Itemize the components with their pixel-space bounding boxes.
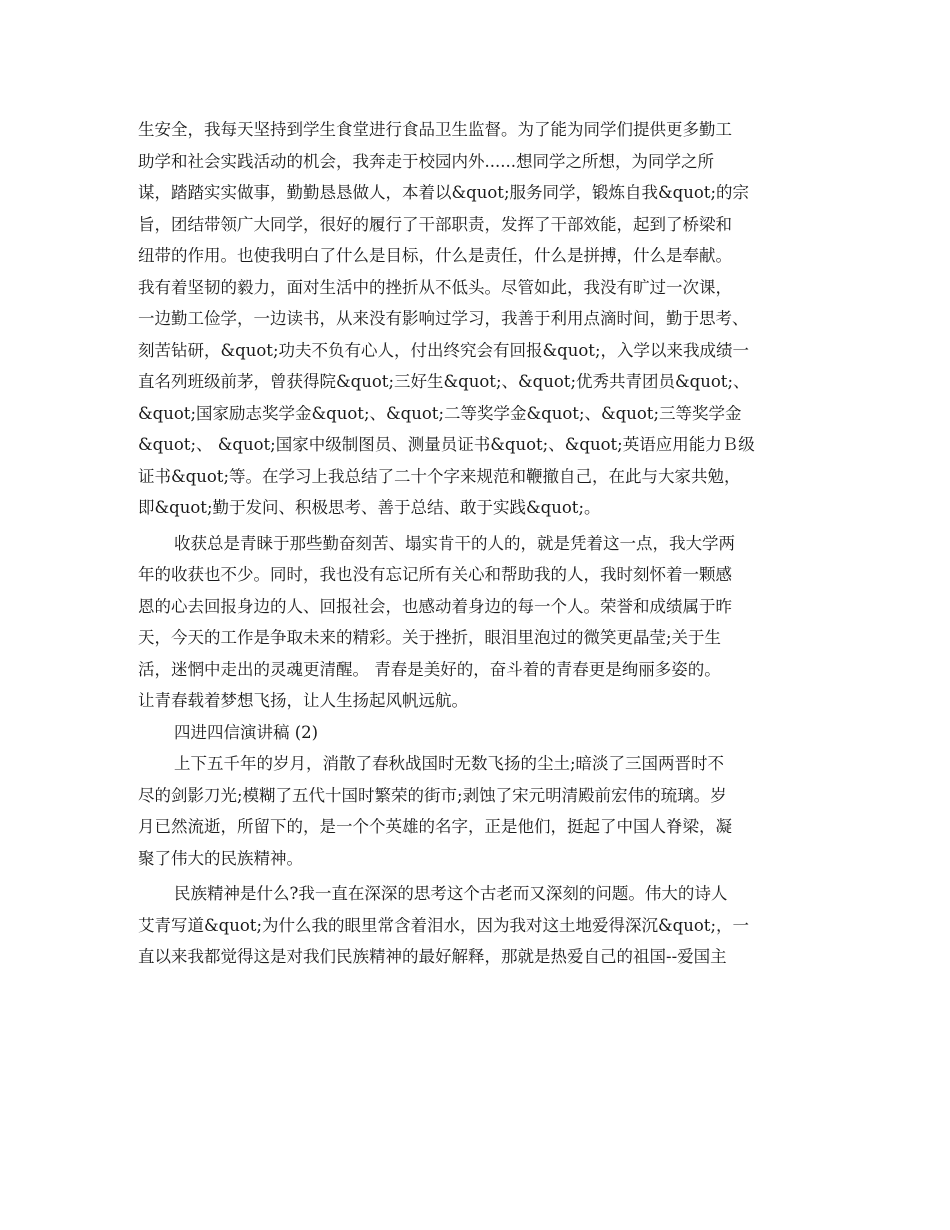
para-perseverance (138, 272, 828, 524)
para-service (138, 114, 828, 272)
text-line: 聚了伟大的民族精神。 (138, 848, 303, 868)
text-line: 艾青写道&quot;为什么我的眼里常含着泪水，因为我对这土地爱得深沉&quot;，一 (138, 915, 749, 935)
text-line: 谋，踏踏实实做事，勤勤恳恳做人，本着以&quot;服务同学，锻炼自我&quot;的宗 (138, 183, 749, 202)
text-line: 天，今天的工作是争取未来的精彩。关于挫折，眼泪里泡过的微笑更晶莹;关于生 (138, 628, 722, 647)
text-line: 生安全，我每天坚持到学生食堂进行食品卫生监督。为了能为同学们提供更多勤工 (138, 120, 732, 139)
text-line: &quot;国家励志奖学金&quot;、&quot;二等奖学金&quot;、&quot;三等奖学金 (138, 403, 742, 423)
text-line: 旨，团结带领广大同学，很好的履行了干部职责，发挥了干部效能，起到了桥梁和 (138, 214, 732, 234)
text-line: 一边勤工俭学，一边读书，从来没有影响过学习，我善于利用点滴时间，勤于思考、 (138, 309, 749, 328)
text-line: 直名列班级前茅，曾获得院&quot;三好生&quot;、&quot;优秀共青团员&quot;、 (138, 372, 750, 391)
para-history (138, 748, 828, 874)
document-body (138, 114, 828, 973)
text-line: 证书&quot;等。在学习上我总结了二十个字来规范和鞭撤自己，在此与大家共勉， (138, 466, 741, 486)
text-line: 纽带的作用。也使我明白了什么是目标，什么是责任，什么是拼搏，什么是奉献。 (138, 246, 732, 265)
text-line: 助学和社会实践活动的机会，我奔走于校园内外......想同学之所想，为同学之所 (138, 151, 714, 171)
text-line: 让青春载着梦想飞扬，让人生扬起风帆远航。 (138, 691, 468, 710)
text-line: 民族精神是什么?我一直在深深的思考这个古老而又深刻的问题。伟大的诗人 (174, 884, 728, 903)
text-line: 收获总是青睐于那些勤奋刻苦、塌实肯干的人的，就是凭着这一点，我大学两 (174, 533, 735, 553)
text-line: 年的收获也不少。同时，我也没有忘记所有关心和帮助我的人，我时刻怀着一颗感 (138, 565, 732, 584)
text-line: 尽的剑影刀光;模糊了五代十国时繁荣的街市;剥蚀了宋元明清殿前宏伟的琉璃。岁 (138, 785, 727, 805)
text-line: 即&quot;勤于发问、积极思考、善于总结、敢于实践&quot;。 (138, 498, 601, 517)
text-line: 恩的心去回报身边的人、回报社会，也感动着身边的每一个人。荣誉和成绩属于昨 (138, 596, 732, 616)
para-national-spirit (138, 878, 828, 973)
text-line: 四进四信演讲稿 (2) (174, 722, 319, 742)
text-line: 上下五千年的岁月，消散了春秋战国时无数飞扬的尘土;暗淡了三国两晋时不 (174, 754, 725, 773)
text-line: 月已然流逝，所留下的，是一个个英雄的名字，正是他们，挺起了中国人脊梁，凝 (138, 817, 732, 836)
text-line: 直以来我都觉得这是对我们民族精神的最好解释，那就是热爱自己的祖国--爱国主 (138, 947, 727, 966)
text-line: &quot;、 &quot;国家中级制图员、测量员证书&quot;、&quot;英语应用能力Ｂ级 (138, 435, 755, 454)
text-line: 刻苦钻研，&quot;功夫不负有心人，付出终究会有回报&quot;，入学以来我成绩一 (138, 340, 749, 360)
para-harvest (138, 528, 828, 717)
text-line: 我有着坚韧的毅力，面对生活中的挫折从不低头。尽管如此，我没有旷过一次课， (138, 277, 732, 297)
text-line: 活，迷惘中走出的灵魂更清醒。 青春是美好的，奋斗着的青春更是绚丽多姿的。 (138, 659, 721, 679)
section-title (138, 717, 828, 749)
